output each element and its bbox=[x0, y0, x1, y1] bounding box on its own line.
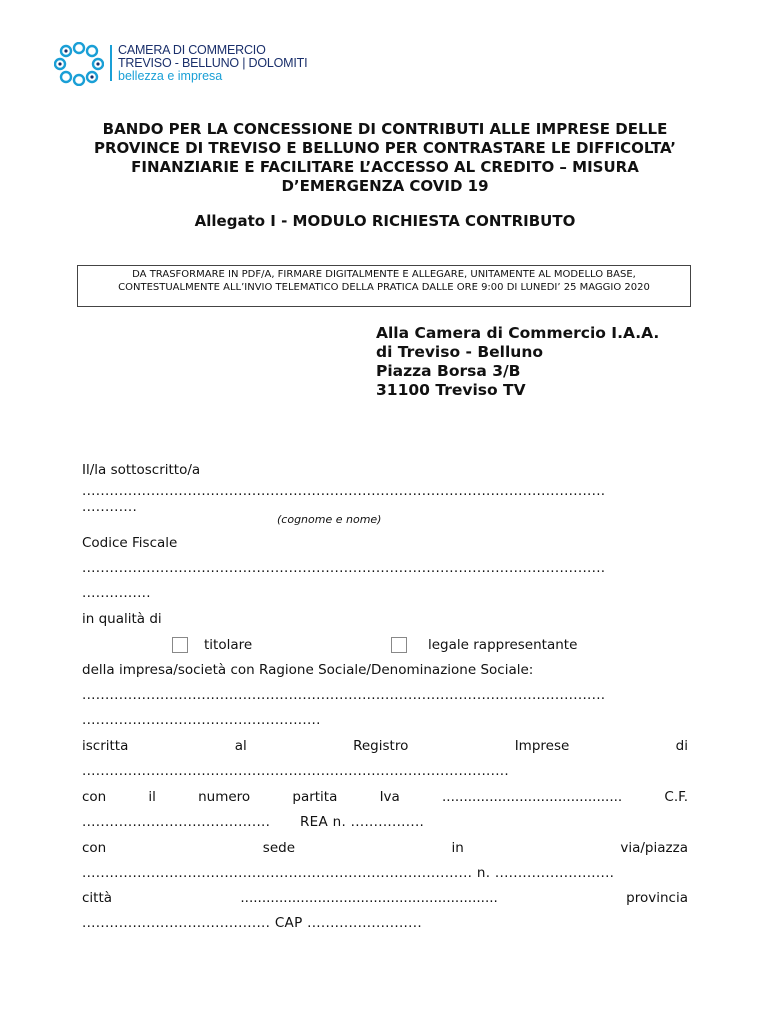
vat-word: C.F. bbox=[664, 789, 688, 805]
registry-field[interactable]: ............................................................................................. bbox=[82, 763, 509, 779]
logo-line-2: TREVISO - BELLUNO | DOLOMITI bbox=[118, 56, 308, 70]
owner-checkbox[interactable] bbox=[172, 637, 188, 653]
city-label: città bbox=[82, 890, 113, 906]
address-line-1: Alla Camera di Commercio I.A.A. bbox=[376, 324, 660, 342]
chamber-logo bbox=[54, 42, 314, 88]
seat-word: sede bbox=[262, 840, 295, 856]
address-line-4: 31100 Treviso TV bbox=[376, 381, 526, 399]
registry-line bbox=[82, 738, 688, 754]
role-label: in qualità di bbox=[82, 611, 162, 627]
logo-divider bbox=[110, 45, 112, 81]
chamber-of-commerce-logo-icon bbox=[54, 42, 104, 86]
city-line bbox=[82, 890, 688, 906]
company-name-label: della impresa/società con Ragione Sociale/Denominazione Sociale: bbox=[82, 662, 534, 678]
document-title: BANDO PER LA CONCESSIONE DI CONTRIBUTI ALLE IMPRESE DELLE PROVINCE DI TREVISO E BELLUNO PER CONTRASTARE LE DIFFICOLTA’ FINANZIARIE E FACILITARE L’ACCESSO AL CREDITO – MISURA D’EMERGENZA COVID 19 bbox=[94, 120, 676, 195]
owner-option-label: titolare bbox=[204, 637, 253, 653]
province-cap-field[interactable]: ......................................... CAP ......................... bbox=[82, 915, 422, 931]
undersigned-label: Il/la sottoscritto/a bbox=[82, 462, 201, 478]
seat-word: in bbox=[451, 840, 464, 856]
fiscal-code-field[interactable]: .................................................................................................................. bbox=[82, 560, 606, 576]
logo-text bbox=[118, 44, 307, 83]
instructions-notice-box: DA TRASFORMARE IN PDF/A, FIRMARE DIGITALMENTE E ALLEGARE, UNITAMENTE AL MODELLO BASE, CONTESTUALMENTE ALL’INVIO TELEMATICO DELLA PRATICA DALLE ORE 9:00 DI LUNEDI’ 25 MAGGIO 2020 bbox=[77, 265, 691, 307]
city-field[interactable]: ............................................................ bbox=[240, 890, 498, 906]
province-label: provincia bbox=[626, 890, 688, 906]
vat-word: il bbox=[148, 789, 156, 805]
cf-field[interactable]: ......................................... bbox=[82, 814, 271, 830]
undersigned-name-field[interactable]: .................................................................................................................. bbox=[82, 483, 606, 499]
rea-field[interactable]: REA n. ................ bbox=[300, 814, 425, 830]
name-caption: (cognome e nome) bbox=[277, 513, 382, 526]
vat-word: Iva bbox=[379, 789, 400, 805]
vat-word: partita bbox=[292, 789, 338, 805]
logo-tagline: bellezza e impresa bbox=[118, 69, 223, 83]
vat-line bbox=[82, 789, 688, 805]
street-address-field[interactable]: ..................................................................................... n. .......................... bbox=[82, 865, 615, 881]
company-name-field[interactable]: .................................................................................................................. bbox=[82, 687, 606, 703]
recipient-address bbox=[376, 324, 659, 400]
registry-word: iscritta bbox=[82, 738, 129, 754]
company-name-field-continued[interactable]: .................................................... bbox=[82, 712, 321, 728]
fiscal-code-label: Codice Fiscale bbox=[82, 535, 178, 551]
document-subtitle: Allegato I - MODULO RICHIESTA CONTRIBUTO bbox=[194, 212, 576, 230]
vat-word: numero bbox=[198, 789, 251, 805]
registry-word: al bbox=[234, 738, 247, 754]
registry-word: di bbox=[675, 738, 688, 754]
legal-representative-option-label: legale rappresentante bbox=[428, 637, 578, 653]
address-line-2: di Treviso - Belluno bbox=[376, 343, 544, 361]
seat-word: con bbox=[82, 840, 107, 856]
logo-line-1: CAMERA DI COMMERCIO bbox=[118, 43, 266, 57]
seat-word: via/piazza bbox=[620, 840, 688, 856]
undersigned-name-field-continued[interactable]: ............ bbox=[82, 499, 138, 515]
seat-line bbox=[82, 840, 688, 856]
registry-word: Imprese bbox=[514, 738, 570, 754]
vat-number-field[interactable]: .......................................... bbox=[441, 789, 623, 805]
registry-word: Registro bbox=[353, 738, 409, 754]
legal-representative-checkbox[interactable] bbox=[391, 637, 407, 653]
address-line-3: Piazza Borsa 3/B bbox=[376, 362, 521, 380]
fiscal-code-field-continued[interactable]: ............... bbox=[82, 585, 151, 601]
vat-word: con bbox=[82, 789, 107, 805]
